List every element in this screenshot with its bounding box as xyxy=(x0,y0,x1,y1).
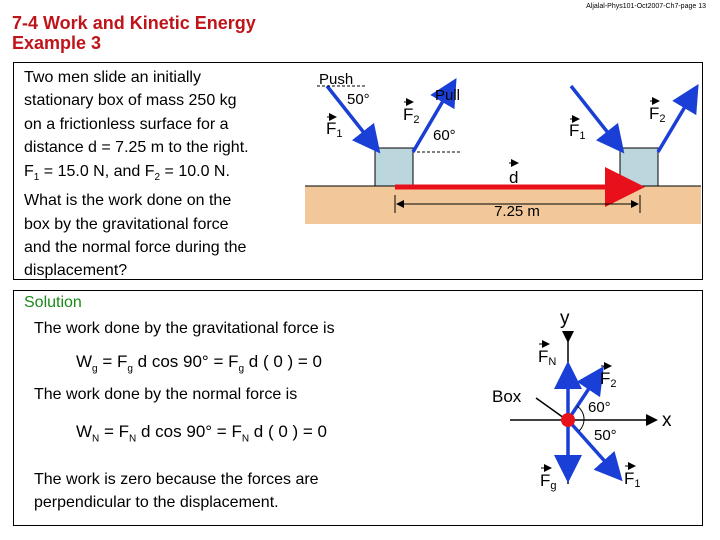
problem-line: on a frictionless surface for a xyxy=(24,115,229,133)
box-label: Box xyxy=(492,387,522,406)
solution-conclusion-1: The work is zero because the forces are xyxy=(34,471,319,488)
slide-title xyxy=(12,13,256,53)
eq-part: = F xyxy=(99,422,130,441)
eq-sub: g xyxy=(238,363,245,375)
f1-value-text: = 15.0 N, and F xyxy=(39,162,155,180)
box-final xyxy=(620,148,658,186)
distance-label: 7.25 m xyxy=(494,203,540,220)
f1-label-final: F1 xyxy=(569,121,586,142)
problem-line: What is the work done on the xyxy=(24,192,232,210)
equation-gravity xyxy=(76,352,322,374)
eq-part: d ( 0 ) = 0 xyxy=(244,352,322,371)
eq-sub: g xyxy=(92,363,98,375)
pull-label: Pull xyxy=(435,87,461,104)
solution-line-gravity: The work done by the gravitational force is xyxy=(34,320,335,337)
eq-sub: g xyxy=(127,363,133,375)
f2-label: F2 xyxy=(600,369,617,390)
eq-part: d ( 0 ) = 0 xyxy=(249,422,328,441)
solution-conclusion-2: perpendicular to the displacement. xyxy=(34,494,279,511)
header-note: Aljalal-Phys101-Oct2007-Ch7-page 13 xyxy=(586,3,706,10)
box-initial xyxy=(375,148,413,186)
solution-heading: Solution xyxy=(24,294,82,311)
fn-label: FN xyxy=(538,347,557,368)
push-angle-label: 50° xyxy=(347,91,370,108)
y-axis-label: y xyxy=(560,308,570,329)
pull-angle-label: 60° xyxy=(433,127,456,144)
title-line-1: 7-4 Work and Kinetic Energy xyxy=(12,13,256,33)
fg-label: Fg xyxy=(540,471,557,492)
problem-line: box by the gravitational force xyxy=(24,215,229,233)
x-axis-label: x xyxy=(662,410,672,431)
angle-50-label: 50° xyxy=(594,427,617,444)
f2-label-final: F2 xyxy=(649,104,666,125)
problem-line: Two men slide an initially xyxy=(24,69,201,86)
eq-sub: N xyxy=(241,433,250,445)
f1-label: F1 xyxy=(624,469,641,490)
problem-line: distance d = 7.25 m to the right. xyxy=(24,139,249,157)
problem-line: and the normal force during the xyxy=(24,239,247,257)
push-pull-figure xyxy=(305,64,703,236)
problem-line: stationary box of mass 250 kg xyxy=(24,92,237,110)
d-vector-label: d xyxy=(509,168,519,187)
problem-line-forces xyxy=(24,160,324,190)
f2-value-text: = 10.0 N. xyxy=(160,162,230,180)
problem-line: displacement? xyxy=(24,262,128,280)
angle-arc-50 xyxy=(579,420,584,431)
title-line-2: Example 3 xyxy=(12,33,102,53)
free-body-diagram xyxy=(470,300,702,500)
f2-subscript: 2 xyxy=(154,171,161,183)
solution-line-normal: The work done by the normal force is xyxy=(34,386,298,403)
equation-normal xyxy=(76,422,327,444)
f2-label: F2 xyxy=(403,105,420,126)
eq-w: W xyxy=(76,422,93,441)
f1-subscript: 1 xyxy=(33,171,40,183)
angle-arc-60 xyxy=(577,406,584,420)
push-label: Push xyxy=(319,71,354,88)
angle-60-label: 60° xyxy=(588,399,611,416)
f1-label: F1 xyxy=(326,119,343,140)
f1-symbol: F xyxy=(24,162,34,180)
eq-sub: N xyxy=(129,433,137,445)
box-point xyxy=(561,413,575,427)
eq-part: = F xyxy=(97,352,128,371)
problem-statement xyxy=(24,66,324,283)
box-pointer xyxy=(536,398,564,418)
eq-part: d cos 90° = F xyxy=(136,422,242,441)
eq-w: W xyxy=(76,352,93,371)
eq-sub: N xyxy=(92,433,100,445)
eq-part: d cos 90° = F xyxy=(132,352,239,371)
